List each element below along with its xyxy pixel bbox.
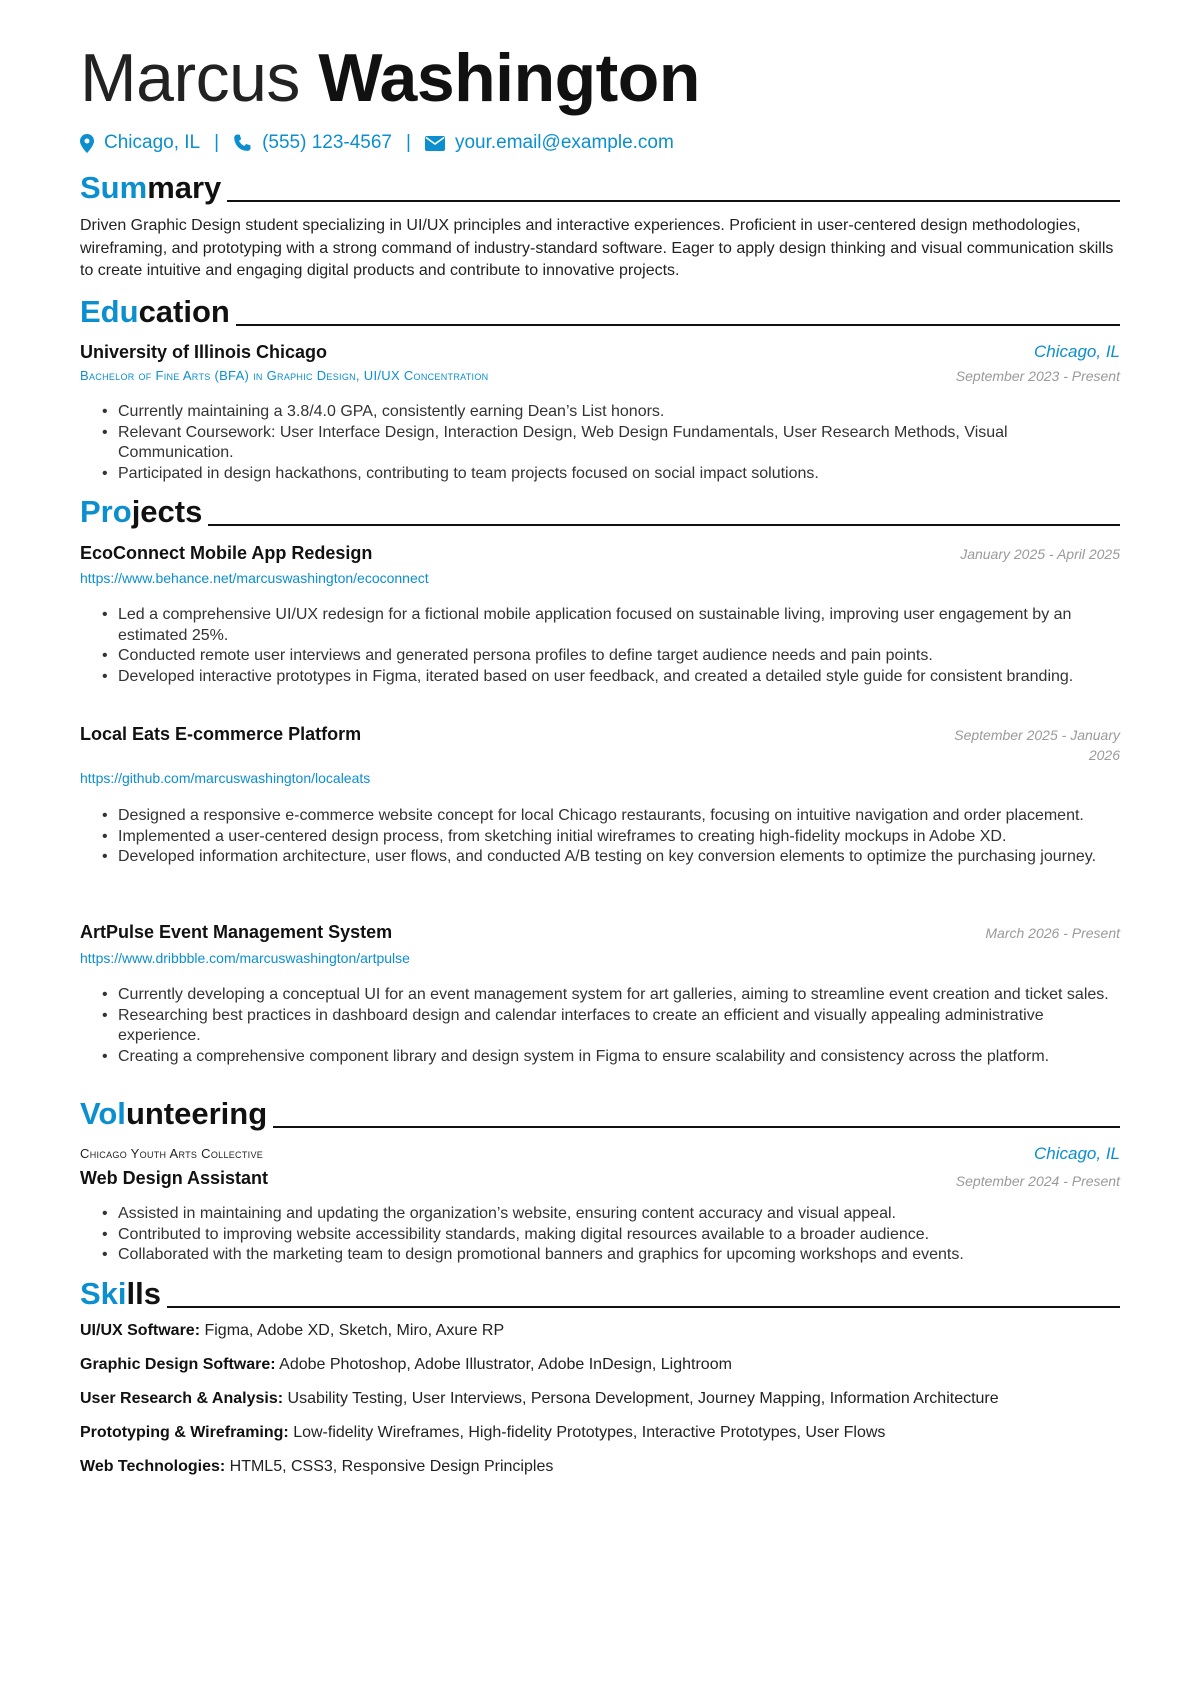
envelope-icon bbox=[425, 136, 445, 151]
skill-label: Graphic Design Software: bbox=[80, 1356, 276, 1373]
volunteer-role: Web Design Assistant bbox=[80, 1168, 269, 1188]
contact-separator: | bbox=[214, 132, 220, 153]
project-dates: January 2025 - April 2025 bbox=[960, 546, 1120, 562]
skill-label: UI/UX Software: bbox=[80, 1322, 201, 1339]
list-item: • Relevant Coursework: User Interface Design, Interaction Design, Web Design Fundamentals, User Research Methods, Visual Communication. bbox=[118, 423, 1120, 464]
projects-title-rest: jects bbox=[131, 494, 203, 529]
project-link[interactable]: https://www.behance.net/marcuswashington/ecoconnect bbox=[80, 570, 429, 586]
list-item: • Developed information architecture, user flows, and conducted A/B testing on key conversion elements to optimize the purchasing journey. bbox=[118, 847, 1120, 868]
skill-value: HTML5, CSS3, Responsive Design Principles bbox=[225, 1458, 554, 1475]
map-pin-icon bbox=[80, 134, 94, 153]
skill-row bbox=[80, 1390, 999, 1408]
project-link[interactable]: https://github.com/marcuswashington/localeats bbox=[80, 770, 371, 786]
volunteer-organization: Chicago Youth Arts Collective bbox=[80, 1146, 264, 1161]
list-item: • Implemented a user-centered design process, from sketching initial wireframes to creating high-fidelity mockups in Adobe XD. bbox=[118, 827, 1120, 848]
degree-title: Bachelor of Fine Arts (BFA) in Graphic Design, UI/UX Concentration bbox=[80, 368, 489, 383]
project-bullets bbox=[118, 806, 1120, 868]
projects-heading bbox=[80, 494, 1120, 530]
project-dates: March 2026 - Present bbox=[985, 925, 1120, 941]
contact-location bbox=[80, 132, 200, 154]
section-rule bbox=[227, 200, 1120, 202]
projects-title-highlight: Pro bbox=[80, 494, 132, 529]
project-bullets bbox=[118, 985, 1120, 1067]
first-name: Marcus bbox=[80, 40, 300, 116]
summary-text: Driven Graphic Design student specializing in UI/UX principles and interactive experiences. Proficient in user-centered design methodologies, wireframing, and prototyping with a strong command of industry-standard software. Eager to apply design thinking and visual communication skills to create intuitive and engaging digital products and contribute to innovative projects. bbox=[80, 217, 1114, 279]
education-heading bbox=[80, 294, 1120, 330]
volunteering-title-rest: unteering bbox=[125, 1096, 268, 1131]
education-dates: September 2023 - Present bbox=[955, 368, 1120, 384]
skills-title-rest: lls bbox=[126, 1276, 161, 1311]
contact-line bbox=[80, 132, 674, 154]
contact-separator: | bbox=[406, 132, 411, 153]
list-item: • Currently developing a conceptual UI for an event management system for art galleries, aiming to streamline event creation and ticket sales. bbox=[118, 985, 1120, 1006]
list-item: • Collaborated with the marketing team to design promotional banners and graphics for upcoming workshops and events. bbox=[118, 1245, 1120, 1266]
last-name: Washington bbox=[318, 40, 700, 116]
project-link[interactable]: https://www.dribbble.com/marcuswashington/artpulse bbox=[80, 950, 410, 966]
volunteering-heading bbox=[80, 1096, 1120, 1132]
volunteer-dates: September 2024 - Present bbox=[955, 1173, 1120, 1189]
project-bullets bbox=[118, 605, 1120, 687]
list-item: • Contributed to improving website accessibility standards, making digital resources available to a broader audience. bbox=[118, 1225, 1120, 1246]
contact-email[interactable] bbox=[425, 132, 674, 154]
section-rule bbox=[273, 1126, 1120, 1128]
section-rule bbox=[167, 1306, 1120, 1308]
list-item: • Creating a comprehensive component library and design system in Figma to ensure scalability and consistency across the platform. bbox=[118, 1047, 1120, 1068]
volunteer-location: Chicago, IL bbox=[1034, 1144, 1120, 1163]
project-dates-line: September 2025 - January bbox=[954, 727, 1120, 743]
skill-row bbox=[80, 1424, 885, 1442]
list-item: • Led a comprehensive UI/UX redesign for a fictional mobile application focused on sustainable living, improving user engagement by an estimated 25%. bbox=[118, 605, 1120, 646]
skill-label: Prototyping & Wireframing: bbox=[80, 1424, 289, 1441]
project-dates bbox=[954, 725, 1120, 765]
volunteer-bullets bbox=[118, 1204, 1120, 1266]
list-item: • Participated in design hackathons, contributing to team projects focused on social impact solutions. bbox=[118, 464, 1120, 485]
skill-value: Low-fidelity Wireframes, High-fidelity Prototypes, Interactive Prototypes, User Flows bbox=[288, 1424, 886, 1441]
education-title-highlight: Edu bbox=[80, 294, 139, 329]
skill-value: Adobe Photoshop, Adobe Illustrator, Adobe InDesign, Lightroom bbox=[275, 1356, 732, 1373]
education-bullets bbox=[118, 402, 1120, 484]
email-link[interactable]: your.email@example.com bbox=[454, 132, 674, 153]
list-item: • Designed a responsive e-commerce website concept for local Chicago restaurants, focusing on intuitive navigation and order placement. bbox=[118, 806, 1120, 827]
list-item: • Researching best practices in dashboard design and calendar interfaces to create an efficient and visually appealing administrative experience. bbox=[118, 1006, 1120, 1047]
skill-row bbox=[80, 1458, 553, 1476]
project-name: EcoConnect Mobile App Redesign bbox=[80, 543, 373, 563]
skill-value: Figma, Adobe XD, Sketch, Miro, Axure RP bbox=[200, 1322, 505, 1339]
list-item: • Currently maintaining a 3.8/4.0 GPA, consistently earning Dean’s List honors. bbox=[118, 402, 1120, 423]
summary-title-rest: mary bbox=[147, 170, 222, 205]
list-item: • Assisted in maintaining and updating the organization’s website, ensuring content accuracy and visual appeal. bbox=[118, 1204, 1120, 1225]
project-name: Local Eats E-commerce Platform bbox=[80, 724, 362, 744]
list-item: • Conducted remote user interviews and generated persona profiles to define target audience needs and pain points. bbox=[118, 646, 1120, 667]
school-name: University of Illinois Chicago bbox=[80, 342, 328, 362]
skill-row bbox=[80, 1356, 732, 1374]
education-title-rest: cation bbox=[138, 294, 230, 329]
section-rule bbox=[236, 324, 1120, 326]
summary-heading bbox=[80, 170, 1120, 206]
project-dates-line: 2026 bbox=[1088, 747, 1120, 763]
skill-label: User Research & Analysis: bbox=[80, 1390, 284, 1407]
skills-title-highlight: Ski bbox=[80, 1276, 127, 1311]
project-name: ArtPulse Event Management System bbox=[80, 922, 393, 942]
skill-value: Usability Testing, User Interviews, Persona Development, Journey Mapping, Information Architecture bbox=[283, 1390, 999, 1407]
skills-heading bbox=[80, 1276, 1120, 1312]
section-rule bbox=[208, 524, 1120, 526]
list-item: • Developed interactive prototypes in Figma, iterated based on user feedback, and created a detailed style guide for consistent branding. bbox=[118, 667, 1120, 688]
summary-title-highlight: Sum bbox=[80, 170, 148, 205]
contact-phone bbox=[233, 132, 392, 154]
phone-text: (555) 123-4567 bbox=[262, 132, 392, 153]
skill-row bbox=[80, 1322, 504, 1340]
volunteering-title-highlight: Vol bbox=[80, 1096, 126, 1131]
school-location: Chicago, IL bbox=[1034, 342, 1120, 361]
candidate-name bbox=[80, 38, 700, 118]
location-text: Chicago, IL bbox=[104, 132, 201, 153]
skill-label: Web Technologies: bbox=[80, 1458, 226, 1475]
phone-icon bbox=[233, 134, 252, 153]
